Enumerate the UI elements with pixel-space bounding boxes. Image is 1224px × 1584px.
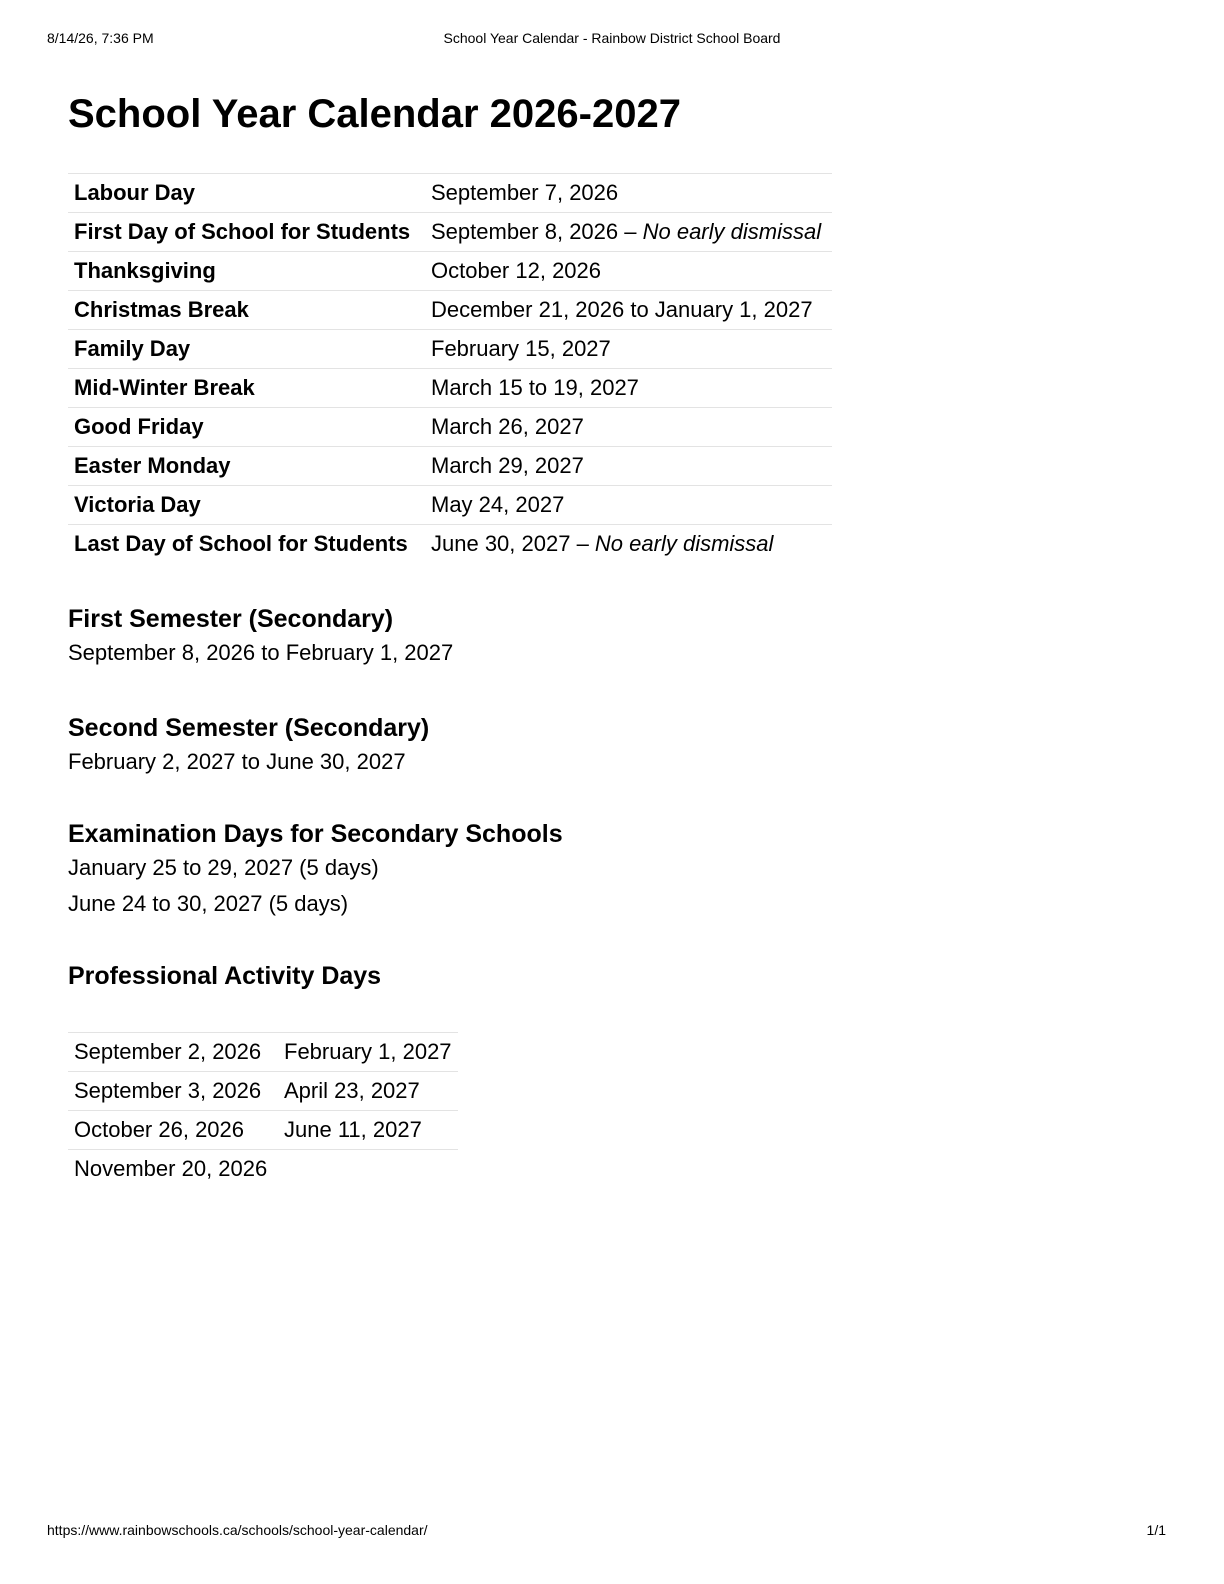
event-label: Labour Day: [68, 174, 425, 213]
event-label: Good Friday: [68, 408, 425, 447]
table-row: [68, 369, 832, 408]
table-row: [68, 486, 832, 525]
event-date-text: March 26, 2027: [431, 414, 584, 439]
print-url: https://www.rainbowschools.ca/schools/school-year-calendar/: [47, 1522, 428, 1538]
event-date: [425, 291, 832, 330]
event-date-text: March 15 to 19, 2027: [431, 375, 639, 400]
pa-day-cell: September 3, 2026: [68, 1072, 278, 1111]
pa-day-cell: February 1, 2027: [278, 1033, 458, 1072]
event-date: [425, 369, 832, 408]
table-row: [68, 213, 832, 252]
table-row: [68, 174, 832, 213]
table-row: [68, 1111, 458, 1150]
table-row: [68, 525, 832, 564]
event-label: Christmas Break: [68, 291, 425, 330]
event-date: [425, 408, 832, 447]
table-row: [68, 291, 832, 330]
event-date: [425, 174, 832, 213]
event-label: First Day of School for Students: [68, 213, 425, 252]
pa-days-heading: Professional Activity Days: [68, 962, 382, 990]
second-semester-dates: February 2, 2027 to June 30, 2027: [68, 749, 406, 774]
page-number: 1/1: [1146, 1522, 1166, 1538]
event-date: [425, 486, 832, 525]
first-semester-dates: September 8, 2026 to February 1, 2027: [68, 640, 454, 665]
main-content: [68, 88, 1158, 1188]
event-note: No early dismissal: [594, 531, 774, 556]
event-label: Mid-Winter Break: [68, 369, 425, 408]
pa-day-cell: October 26, 2026: [68, 1111, 278, 1150]
print-footer: [47, 1522, 1166, 1542]
table-row: [68, 408, 832, 447]
event-date: [425, 525, 832, 564]
print-header: [47, 30, 1177, 50]
event-date-text: September 7, 2026: [431, 180, 619, 205]
table-row: [68, 1072, 458, 1111]
event-date-text: March 29, 2027: [431, 453, 584, 478]
table-row: [68, 1033, 458, 1072]
second-semester-heading: Second Semester (Secondary): [68, 714, 430, 742]
event-date-text: May 24, 2027: [431, 492, 565, 517]
exam-period-line: June 24 to 30, 2027 (5 days): [68, 891, 349, 916]
pa-day-cell: [278, 1150, 458, 1189]
exam-period-line: January 25 to 29, 2027 (5 days): [68, 855, 379, 880]
event-label: Easter Monday: [68, 447, 425, 486]
pa-day-cell: September 2, 2026: [68, 1033, 278, 1072]
event-label: Family Day: [68, 330, 425, 369]
event-label: Last Day of School for Students: [68, 525, 425, 564]
event-label: Victoria Day: [68, 486, 425, 525]
event-label: Thanksgiving: [68, 252, 425, 291]
page-title: School Year Calendar 2026-2027: [68, 92, 681, 136]
first-semester-heading: First Semester (Secondary): [68, 605, 394, 633]
table-row: [68, 1150, 458, 1189]
table-row: [68, 447, 832, 486]
table-row: [68, 330, 832, 369]
pa-day-cell: November 20, 2026: [68, 1150, 278, 1189]
event-date: [425, 447, 832, 486]
event-date-text: February 15, 2027: [431, 336, 611, 361]
event-date-text: June 30, 2027 –: [431, 531, 595, 556]
calendar-table: [68, 173, 832, 563]
pa-day-cell: April 23, 2027: [278, 1072, 458, 1111]
table-row: [68, 252, 832, 291]
print-datetime: 8/14/26, 7:36 PM: [47, 30, 154, 46]
pa-days-table: [68, 1032, 458, 1188]
exam-days-heading: Examination Days for Secondary Schools: [68, 820, 563, 848]
event-date-text: October 12, 2026: [431, 258, 602, 283]
event-note: No early dismissal: [642, 219, 822, 244]
event-date: [425, 213, 832, 252]
pa-day-cell: June 11, 2027: [278, 1111, 458, 1150]
event-date-text: December 21, 2026 to January 1, 2027: [431, 297, 813, 322]
event-date: [425, 330, 832, 369]
event-date-text: September 8, 2026 –: [431, 219, 643, 244]
event-date: [425, 252, 832, 291]
print-page-title: School Year Calendar - Rainbow District School Board: [443, 30, 781, 46]
